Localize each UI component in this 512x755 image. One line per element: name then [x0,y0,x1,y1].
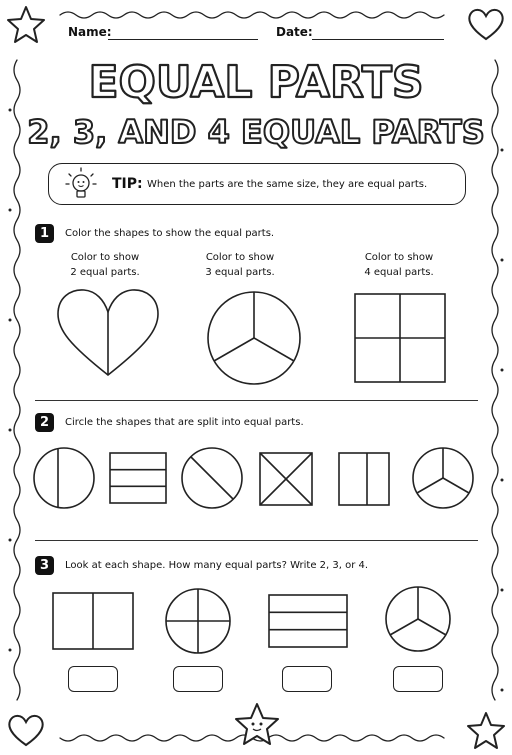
q1-caption-2-line2: 3 equal parts. [205,267,275,278]
q1-caption-2-line1: Color to show [205,252,275,263]
q1-caption-3-line2: 4 equal parts. [364,267,434,278]
q3-instruction: Look at each shape. How many equal parts? Write 2, 3, or 4. [65,560,369,571]
date-label: Date: [276,25,313,39]
tip-label: TIP: [112,176,143,192]
q1-caption-3-line1: Color to show [364,252,434,263]
title-line1: EQUAL PARTS [88,57,424,108]
answer-box-4[interactable] [393,666,443,692]
q2-number: 2 [35,413,54,432]
q1-number: 1 [35,224,54,243]
name-label: Name: [68,25,112,39]
answer-box-1[interactable] [68,666,118,692]
answer-box-3[interactable] [282,666,332,692]
circle-quarters-shape[interactable] [166,589,230,653]
answer-box-2[interactable] [173,666,223,692]
q1-caption-1-line1: Color to show [70,252,140,263]
rectangle-thirds-shape[interactable] [269,595,347,647]
q3-number: 3 [35,556,54,575]
tip-text: When the parts are the same size, they are equal parts. [147,179,428,190]
rectangle-halves-shape[interactable] [53,593,133,649]
circle-thirds-shape[interactable] [386,587,450,651]
q1-instruction: Color the shapes to show the equal parts. [65,228,275,239]
title-line2: 2, 3, AND 4 EQUAL PARTS [27,113,485,151]
q1-caption-1-line2: 2 equal parts. [70,267,140,278]
q2-instruction: Circle the shapes that are split into equal parts. [65,417,304,428]
